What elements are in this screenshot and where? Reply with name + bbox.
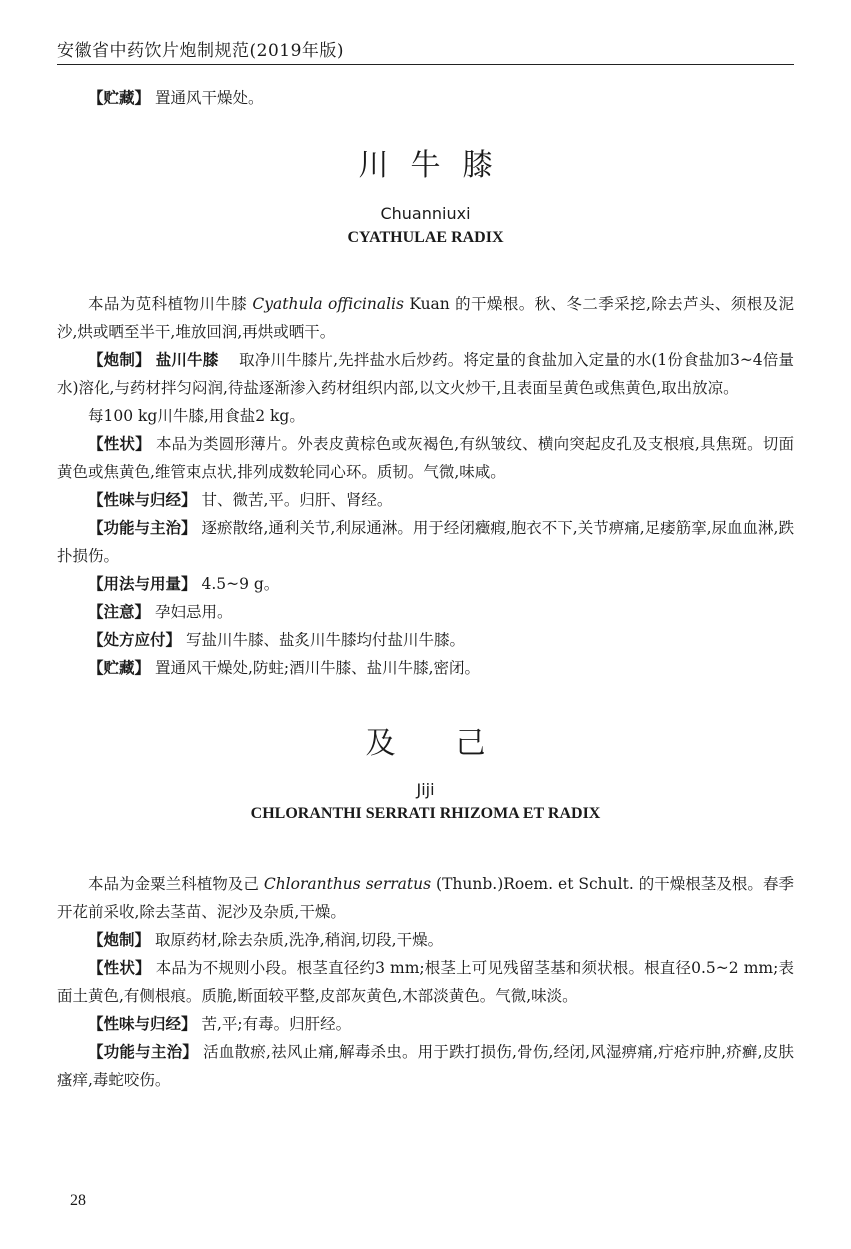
entry1-storage: 【贮藏】 置通风干燥处,防蛀;酒川牛膝、盐川牛膝,密闭。 (88, 658, 481, 677)
header-rule (57, 64, 794, 65)
entry2-title-latin: CHLORANTHI SERRATI RHIZOMA ET RADIX (250, 805, 601, 822)
entry2-processing: 【炮制】 取原药材,除去杂质,洗净,稍润,切段,干燥。 (88, 930, 444, 949)
running-head: 安徽省中药饮片炮制规范(2019年版) (57, 41, 345, 61)
entry1-title-zh: 川牛膝 (358, 148, 515, 183)
entry1-salt-ratio: 每100 kg川牛膝,用食盐2 kg。 (88, 407, 305, 425)
entry2-character: 【性状】 本品为不规则小段。根茎直径约3 mm;根茎上可见残留茎基和须状根。根直径0.5~2 mm;表面土黄色,有侧根痕。质脆,断面较平整,皮部灰黄色,木部淡黄色。气微,味淡。 (57, 958, 794, 1005)
entry1-title-pinyin: Chuanniuxi (380, 204, 471, 223)
entry1-dosage: 【用法与用量】 4.5~9 g。 (88, 574, 280, 593)
entry1-title-latin: CYATHULAE RADIX (347, 229, 504, 246)
entry1-function: 【功能与主治】 逐瘀散络,通利关节,利尿通淋。用于经闭癥瘕,胞衣不下,关节痹痛,足痿筋挛,尿血血淋,跌扑损伤。 (57, 518, 794, 565)
entry2-title-pinyin: Jiji (416, 780, 435, 799)
top-storage: 【贮藏】 置通风干燥处。 (88, 88, 264, 107)
entry2-nature: 【性味与归经】 苦,平;有毒。归肝经。 (88, 1014, 352, 1033)
entry1-prescription: 【处方应付】 写盐川牛膝、盐炙川牛膝均付盐川牛膝。 (88, 630, 465, 649)
section-label: 【贮藏】 (88, 88, 151, 107)
entry1-character: 【性状】 本品为类圆形薄片。外表皮黄棕色或灰褐色,有纵皱纹、横向突起皮孔及支根痕,具焦斑。切面黄色或焦黄色,维管束点状,排列成数轮同心环。质韧。气微,味咸。 (57, 434, 794, 481)
entry1-caution: 【注意】 孕妇忌用。 (88, 602, 233, 621)
entry1-intro: 本品为苋科植物川牛膝 Cyathula officinalis Kuan 的干燥根。秋、冬二季采挖,除去芦头、须根及泥沙,烘或晒至半干,堆放回润,再烘或晒干。 (57, 295, 794, 341)
entry1-processing: 【炮制】 盐川牛膝 取净川牛膝片,先拌盐水后炒药。将定量的食盐加入定量的水(1份食盐加3~4倍量水)溶化,与药材拌匀闷润,待盐逐渐渗入药材组织内部,以文火炒干,且表面呈黄色或焦黄色,取出放凉。 (57, 350, 794, 397)
entry2-function: 【功能与主治】 活血散瘀,祛风止痛,解毒杀虫。用于跌打损伤,骨伤,经闭,风湿痹痛,疔疮疖肿,疥癣,皮肤瘙痒,毒蛇咬伤。 (57, 1042, 794, 1089)
entry2-title-zh: 及己 (365, 726, 546, 761)
page-body (57, 84, 794, 1094)
entry2-intro: 本品为金粟兰科植物及己 Chloranthus serratus (Thunb.)Roem. et Schult. 的干燥根茎及根。春季开花前采收,除去茎苗、泥沙及杂质,干燥。 (57, 875, 794, 921)
entry1-nature: 【性味与归经】 甘、微苦,平。归肝、肾经。 (88, 490, 393, 509)
page-number: 28 (70, 1192, 86, 1209)
